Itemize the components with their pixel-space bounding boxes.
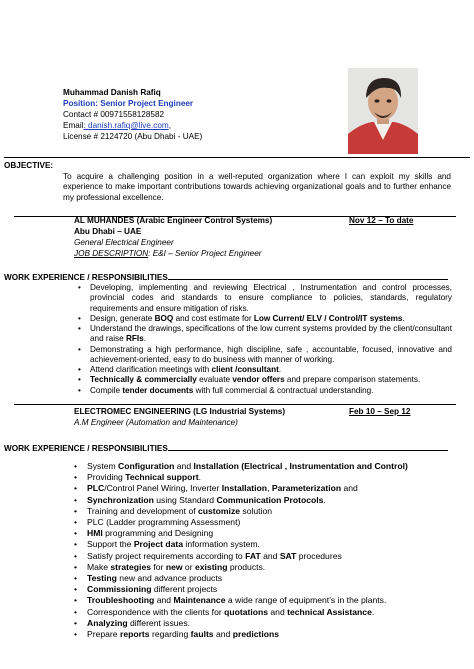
position-title: Position: Senior Project Engineer	[63, 99, 194, 108]
emphasis-text: FAT	[245, 550, 261, 561]
email-line	[63, 121, 333, 132]
emphasis-text: technical Assistance	[287, 606, 372, 617]
job2-title-b: Automation and Maintenance)	[128, 418, 238, 427]
emphasis-text: strategies	[110, 561, 152, 572]
item-text: information system.	[183, 539, 260, 550]
job1-description	[74, 249, 261, 259]
item-text: with full commercial & contractual understanding.	[193, 385, 374, 395]
item-text: or	[182, 561, 195, 572]
emphasis-text: client /consultant	[211, 365, 279, 374]
work2-item	[74, 528, 458, 539]
item-text: solution	[240, 505, 273, 516]
item-text: .	[323, 494, 326, 505]
job2-title-a: A.M Engineer (	[74, 418, 129, 427]
item-text: and cost estimate for	[173, 313, 254, 323]
emphasis-text: Commissioning	[87, 584, 152, 595]
emphasis-text: new	[165, 561, 183, 572]
item-text: Providing	[87, 472, 126, 483]
item-text: .	[371, 606, 375, 617]
emphasis-text: Project data	[133, 539, 184, 550]
item-text: Training and development of	[87, 505, 198, 516]
emphasis-text: Parameterization	[271, 483, 342, 494]
emphasis-text: Technically & commercially	[90, 375, 197, 385]
item-text: Prepare	[87, 629, 120, 640]
item-text: and	[174, 461, 194, 471]
item-text: products.	[227, 561, 266, 572]
emphasis-text: Configuration	[118, 461, 175, 471]
emphasis-text: Maintenance	[173, 595, 226, 606]
work2-item	[74, 629, 458, 640]
emphasis-text: predictions	[232, 629, 280, 640]
emphasis-text: vendor offers	[232, 375, 285, 385]
item-text: a wide range of equipment’s in the plants.	[225, 595, 387, 606]
item-text: and	[341, 483, 358, 494]
item-text: different issues.	[127, 617, 191, 628]
emphasis-text: Synchronization	[87, 494, 154, 505]
header-divider	[4, 157, 470, 158]
work2-item	[74, 607, 458, 618]
emphasis-text: quotations	[224, 606, 269, 617]
emphasis-text: Technical support	[125, 472, 199, 483]
item-text: Satisfy project requirements according to	[87, 550, 246, 561]
license-number: License # 2124720 (Abu Dhabi - UAE)	[63, 132, 203, 141]
item-text: Make	[87, 561, 111, 572]
item-text: .	[278, 365, 282, 374]
work2-item	[74, 472, 458, 483]
work1-list	[74, 283, 452, 396]
job1-company: AL MUHANDES (Arabic Engineer Control Systems)	[74, 216, 273, 225]
work2-item	[74, 539, 458, 550]
emphasis-text: Communication Protocols	[216, 494, 324, 505]
work2-item	[74, 573, 458, 584]
item-text: .	[402, 313, 405, 323]
emphasis-text: BOQ	[154, 313, 174, 323]
job2-divider	[14, 404, 456, 405]
item-text: /Control Panel Wiring, Inverter	[104, 483, 222, 494]
item-text: and prepare comparison statements.	[284, 375, 421, 385]
work2-item	[74, 506, 458, 517]
work2-heading	[4, 442, 448, 454]
work2-item	[74, 618, 458, 629]
item-text: Demonstrating a high performance, high discipline, safe , accountable, focused, innovative and achievement-oriented, easy to do business with manner of working.	[90, 344, 452, 364]
work2-item	[74, 517, 458, 528]
work1-heading	[4, 271, 448, 283]
item-text: programming and Designing	[102, 528, 214, 539]
emphasis-text: PLC	[87, 483, 105, 494]
job2-title	[74, 418, 238, 428]
candidate-name: Muhammad Danish Rafiq	[63, 88, 161, 97]
work2-heading-rule	[168, 442, 448, 451]
item-text: and	[213, 629, 233, 640]
job1-description-text: : E&I – Senior Project Engineer	[148, 249, 262, 258]
work1-heading-text: WORK EXPERIENCE / RESPONSIBILITIES	[4, 273, 168, 282]
item-text: procedures	[296, 550, 342, 561]
job1-description-label: JOB DESCRIPTION	[74, 249, 149, 258]
work2-list	[74, 461, 458, 640]
job2-dates: Feb 10 – Sep 12	[349, 407, 411, 416]
email-link[interactable]: : danish.rafiq@live.com	[83, 121, 169, 130]
contact-block	[63, 88, 333, 143]
emphasis-text: Analyzing	[87, 617, 128, 628]
item-text: Developing, implementing and reviewing Electrical , Instrumentation and control processes, provincial codes and standards to ensure compliance to policies, standards, regulatory requirements and ensure mitigation of risks.	[90, 283, 452, 313]
emphasis-text: existing	[194, 561, 228, 572]
item-text: new and advance products	[116, 573, 223, 584]
job1-location: Abu Dhabi – UAE	[74, 227, 142, 236]
work2-item	[74, 495, 458, 506]
item-text: and	[154, 595, 174, 606]
work2-item	[74, 461, 458, 472]
job2-company: ELECTROMEC ENGINEERING (LG Industrial Systems)	[74, 407, 286, 416]
profile-photo	[348, 68, 418, 154]
work2-item	[74, 595, 458, 606]
item-text: Support the	[87, 539, 134, 550]
work1-item	[74, 365, 452, 375]
work2-item	[74, 584, 458, 595]
work2-item	[74, 562, 458, 573]
emphasis-text: Installation (Electrical , Instrumentation and Control)	[193, 461, 408, 471]
email-suffix: ,	[168, 121, 171, 130]
objective-text: To acquire a challenging position in a well-reputed organization where I can exploit my skills and experience to make important contributions towards achieving organizational goals and to further enhance my professional excellence.	[63, 172, 451, 202]
item-text: and	[260, 550, 280, 561]
emphasis-text: Troubleshooting	[87, 595, 155, 606]
item-text: .	[198, 472, 201, 483]
work1-item	[74, 345, 452, 366]
job1-title: General Electrical Engineer	[74, 238, 174, 247]
item-text: Attend clarification meetings with	[90, 365, 212, 374]
emphasis-text: faults	[190, 629, 214, 640]
item-text: Understand the drawings, specifications of the low current systems provided by the client/consultant and raise	[90, 324, 452, 344]
item-text: and	[268, 606, 288, 617]
work1-item	[74, 386, 452, 396]
work2-heading-text: WORK EXPERIENCE / RESPONSIBILITIES	[4, 444, 168, 453]
emphasis-text: SAT	[279, 550, 297, 561]
item-text: using Standard	[153, 494, 217, 505]
emphasis-text: Testing	[87, 573, 117, 584]
emphasis-text: Installation	[221, 483, 268, 494]
contact-number: Contact # 00971558128582	[63, 110, 165, 119]
item-text: System	[87, 461, 119, 471]
work1-item	[74, 314, 452, 324]
work1-item	[74, 283, 452, 314]
email-label: Email	[63, 121, 84, 130]
item-text: Correspondence with the clients for	[87, 606, 225, 617]
item-text: Design, generate	[90, 313, 155, 323]
work1-item	[74, 324, 452, 345]
work2-item	[74, 483, 458, 494]
emphasis-text: tender documents	[122, 385, 194, 395]
item-text: ,	[267, 483, 272, 494]
emphasis-text: customize	[198, 505, 241, 516]
item-text: Compile	[90, 385, 123, 395]
emphasis-text: HMI	[87, 528, 103, 539]
item-text: different projects	[151, 584, 218, 595]
job1-dates: Nov 12 – To date	[349, 216, 414, 225]
item-text: evaluate	[196, 375, 233, 385]
item-text: .	[143, 334, 146, 344]
item-text: regarding	[149, 629, 191, 640]
work1-heading-rule	[168, 271, 448, 280]
work2-item	[74, 551, 458, 562]
objective-heading: OBJECTIVE:	[4, 161, 54, 170]
item-text: for	[151, 561, 166, 572]
work1-item	[74, 375, 452, 385]
emphasis-text: reports	[119, 629, 150, 640]
emphasis-text: RFIs	[125, 334, 144, 344]
item-text: PLC (Ladder programming Assessment)	[87, 517, 241, 528]
emphasis-text: Low Current/ ELV / Control/IT systems	[253, 313, 403, 323]
